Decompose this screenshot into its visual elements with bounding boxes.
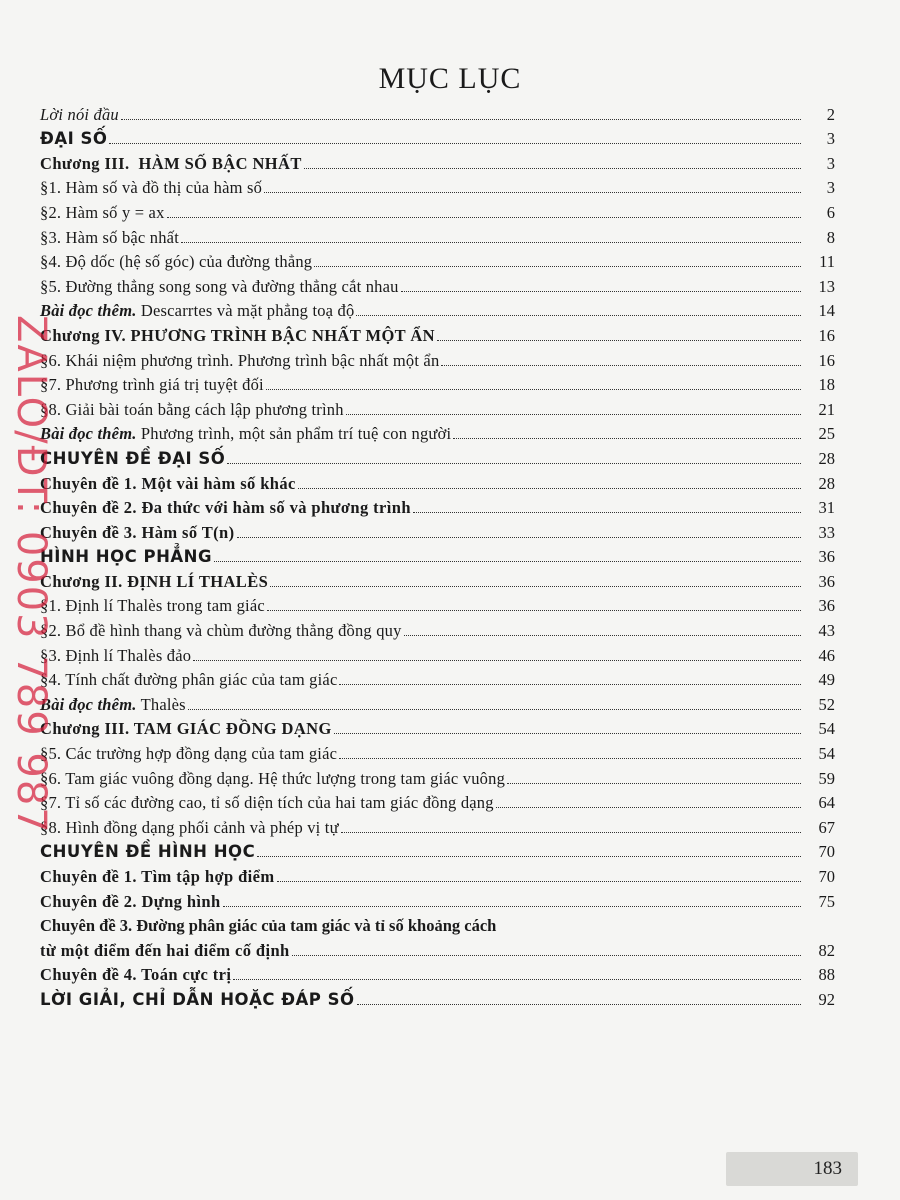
toc-entry-page: 14 [818, 301, 835, 321]
toc-entry-lesson [40, 666, 835, 691]
toc-entry-text: §8. Giải bài toán bằng cách lập phương trình [40, 399, 344, 419]
toc-entry-lesson [40, 739, 835, 764]
toc-entry-lesson [40, 346, 835, 371]
toc-entry-label [40, 719, 332, 739]
toc-entry-label [40, 449, 225, 469]
dot-leader [267, 609, 801, 611]
dot-leader [404, 634, 801, 636]
toc-entry-lesson [40, 198, 835, 223]
dot-leader [257, 855, 801, 857]
dot-leader [441, 364, 801, 366]
toc-entry-text: CHUYÊN ĐỀ HÌNH HỌC [40, 842, 256, 862]
toc-entry-label [40, 670, 337, 690]
toc-entry-chapter [40, 887, 835, 912]
toc-entry-section [40, 838, 835, 863]
toc-entry-label [40, 769, 505, 789]
toc-entry-label [40, 867, 275, 887]
toc-entry-chapter [40, 961, 835, 986]
toc-entry-lesson [40, 641, 835, 666]
dot-leader [298, 487, 801, 489]
toc-entry-text: §5. Các trường hợp đồng dạng của tam giác [40, 744, 338, 764]
toc-entry-page: 67 [818, 817, 835, 837]
toc-entry-page: 21 [818, 399, 835, 419]
toc-entry-lesson [40, 371, 835, 396]
dot-leader [339, 757, 801, 759]
toc-entry-page: 28 [818, 448, 835, 468]
toc-entry-page: 92 [818, 989, 835, 1009]
toc-entry-text: §2. Bổ đề hình thang và chùm đường thẳng đồng quy [40, 621, 402, 641]
toc-entry-label [40, 203, 165, 223]
dot-leader [223, 905, 801, 907]
toc-entry-text: §1. Định lí Thalès trong tam giác [40, 596, 265, 616]
toc-entry-text: §4. Tính chất đường phân giác của tam giác [40, 670, 338, 690]
toc-entry-label [40, 178, 262, 198]
toc-entry-page: 54 [818, 744, 835, 764]
toc-entry-label [40, 941, 290, 961]
toc-entry-text: Chuyên đề 1. Tìm tập hợp điểm [40, 867, 275, 886]
toc-entry-lesson [40, 272, 835, 297]
toc-entry-page: 52 [818, 694, 835, 714]
toc-entry-page: 36 [818, 596, 835, 616]
toc-entry-label [40, 547, 212, 567]
dot-leader [341, 831, 801, 833]
toc-entry-page: 54 [818, 719, 835, 739]
toc-entry-text: Chương III. HÀM SỐ BẬC NHẤT [40, 153, 302, 173]
dot-leader [453, 437, 801, 439]
toc-entry-label [40, 498, 411, 518]
toc-entry-page: 88 [818, 965, 835, 985]
toc-entry-page: 75 [818, 891, 835, 911]
dot-leader [277, 880, 801, 882]
toc-entry-page: 18 [818, 375, 835, 395]
toc-entry-chapter [40, 715, 835, 740]
toc-entry-label [40, 252, 312, 272]
toc-entry-label [40, 228, 179, 248]
dot-leader [233, 978, 801, 980]
toc-entry-section [40, 543, 835, 568]
dot-leader [346, 413, 801, 415]
toc-entry-section [40, 125, 835, 150]
toc-entry-page: 36 [818, 571, 835, 591]
toc-entry-lesson [40, 616, 835, 641]
toc-entry-label [40, 990, 355, 1010]
dot-leader [357, 1003, 801, 1005]
toc-entry-chapter [40, 518, 835, 543]
toc-entry-lesson [40, 420, 835, 445]
toc-entry-label [40, 129, 107, 149]
toc-entry-label [40, 154, 302, 174]
dot-leader [181, 241, 801, 243]
toc-entry-label [40, 621, 402, 641]
toc-entry-label [40, 572, 268, 592]
toc-entry-page: 13 [818, 276, 835, 296]
toc-entry-text: HÌNH HỌC PHẲNG [40, 547, 213, 567]
table-of-contents [40, 100, 835, 1010]
toc-entry-text: Descarrtes và mặt phẳng toạ độ [136, 301, 355, 321]
toc-entry-lesson [40, 223, 835, 248]
toc-entry-lesson [40, 690, 835, 715]
toc-entry-text: Chuyên đề 1. Một vài hàm số khác [40, 473, 296, 493]
toc-entry-section [40, 985, 835, 1010]
toc-entry-lesson [40, 100, 835, 125]
toc-entry-label [40, 892, 221, 912]
toc-entry-lesson [40, 174, 835, 199]
dot-leader [167, 216, 801, 218]
contact-watermark: ZALO/ĐT: 0903 789 987 [8, 315, 54, 835]
toc-entry-page: 64 [818, 793, 835, 813]
dot-leader [270, 585, 801, 587]
toc-entry-page: 31 [818, 498, 835, 518]
toc-entry-lesson [40, 297, 835, 322]
dot-leader [264, 191, 801, 193]
dot-leader [227, 462, 801, 464]
toc-entry-lesson [40, 789, 835, 814]
toc-entry-text: §3. Hàm số bậc nhất [40, 227, 179, 247]
dot-leader [334, 732, 801, 734]
toc-entry-text: Chương II. ĐỊNH LÍ THALÈS [40, 571, 269, 591]
toc-entry-label [40, 326, 435, 346]
toc-entry-lesson [40, 395, 835, 420]
toc-entry-text: CHUYÊN ĐỀ ĐẠI SỐ [40, 448, 226, 468]
toc-entry-label [40, 744, 337, 764]
toc-entry-page: 36 [818, 547, 835, 567]
toc-entry-chapter [40, 936, 835, 961]
toc-entry-page: 25 [818, 424, 835, 444]
toc-entry-page: 43 [818, 621, 835, 641]
toc-entry-chapter [40, 494, 835, 519]
toc-entry-text: ĐẠI SỐ [40, 129, 108, 149]
toc-entry-label [40, 646, 191, 666]
dot-leader [304, 167, 801, 169]
dot-leader [214, 560, 801, 562]
toc-entry-page: 28 [818, 473, 835, 493]
toc-entry-label [40, 301, 354, 321]
toc-entry-text: Chương IV. PHƯƠNG TRÌNH BẬC NHẤT MỘT ẨN [40, 325, 435, 345]
toc-entry-text: §6. Tam giác vuông đồng dạng. Hệ thức lượng trong tam giác vuông [40, 768, 506, 788]
dot-leader [109, 142, 801, 144]
toc-entry-label [40, 596, 265, 616]
page-title: MỤC LỤC [378, 62, 522, 95]
toc-entry-page: 3 [826, 153, 835, 173]
toc-entry-text: §4. Độ dốc (hệ số góc) của đường thẳng [40, 252, 313, 272]
toc-entry-text: Phương trình, một sản phẩm trí tuệ con người [136, 424, 452, 444]
toc-entry-lesson [40, 248, 835, 273]
toc-entry-lead: Bài đọc thêm. [40, 424, 137, 444]
toc-entry-text: §1. Hàm số và đồ thị của hàm số [40, 178, 263, 198]
toc-entry-page: 33 [818, 522, 835, 542]
toc-entry-page: 16 [818, 350, 835, 370]
toc-entry-label [40, 965, 231, 985]
toc-entry-text: Chương III. TAM GIÁC ĐỒNG DẠNG [40, 719, 332, 739]
dot-leader [188, 708, 801, 710]
toc-entry-lesson [40, 592, 835, 617]
dot-leader [193, 659, 801, 661]
dot-leader [121, 118, 801, 120]
toc-entry-text: LỜI GIẢI, CHỈ DẪN HOẶC ĐÁP SỐ [40, 989, 355, 1009]
toc-entry-heading [40, 912, 835, 937]
toc-entry-chapter [40, 862, 835, 887]
dot-leader [339, 683, 801, 685]
toc-entry-lesson [40, 813, 835, 838]
toc-entry-text: §8. Hình đồng dạng phối cảnh và phép vị tự [40, 817, 339, 837]
toc-entry-text: §7. Phương trình giá trị tuyệt đối [40, 375, 264, 395]
toc-entry-text: Chuyên đề 3. Hàm số T(n) [40, 522, 235, 542]
toc-entry-text: §5. Đường thẳng song song và đường thẳng cắt nhau [40, 276, 399, 296]
toc-entry-page: 3 [826, 178, 835, 198]
toc-entry-page: 82 [818, 940, 835, 960]
toc-entry-page: 3 [826, 129, 835, 149]
toc-entry-chapter [40, 321, 835, 346]
toc-entry-lead: Bài đọc thêm. [40, 301, 137, 321]
toc-entry-text: Chuyên đề 4. Toán cực trị [40, 965, 232, 985]
toc-entry-text: Thalès [136, 694, 186, 714]
toc-entry-text: §6. Khái niệm phương trình. Phương trình bậc nhất một ẩn [40, 350, 440, 370]
toc-entry-page: 6 [826, 202, 835, 222]
dot-leader [292, 954, 801, 956]
toc-entry-lesson [40, 764, 835, 789]
dot-leader [413, 511, 801, 513]
dot-leader [266, 388, 801, 390]
dot-leader [237, 536, 802, 538]
toc-entry-label [40, 351, 439, 371]
dot-leader [496, 806, 801, 808]
toc-entry-label [40, 474, 296, 494]
toc-entry-label [40, 375, 264, 395]
toc-entry-label [40, 818, 339, 838]
toc-entry-label [40, 424, 451, 444]
toc-entry-text: §3. Định lí Thalès đảo [40, 645, 192, 665]
toc-entry-label [40, 695, 186, 715]
toc-entry-page: 46 [818, 645, 835, 665]
toc-entry-chapter [40, 149, 835, 174]
toc-entry-page: 11 [819, 252, 835, 272]
dot-leader [507, 782, 801, 784]
toc-entry-lead: Bài đọc thêm. [40, 694, 137, 714]
toc-entry-page: 70 [818, 867, 835, 886]
toc-entry-label [40, 842, 255, 862]
toc-entry-page: 2 [826, 104, 835, 124]
toc-entry-page: 49 [818, 670, 835, 690]
toc-entry-label [40, 523, 235, 543]
toc-entry-section [40, 444, 835, 469]
dot-leader [314, 265, 801, 267]
toc-entry-page: 8 [826, 227, 835, 247]
toc-entry-label [40, 277, 399, 297]
toc-entry-text: §7. Tỉ số các đường cao, tỉ số diện tích của hai tam giác đồng dạng [40, 793, 494, 813]
toc-entry-label [40, 400, 344, 420]
toc-entry-page: 70 [818, 842, 835, 862]
toc-entry-text: §2. Hàm số y = ax [40, 202, 165, 222]
toc-entry-label [40, 105, 119, 125]
toc-entry-page: 59 [818, 768, 835, 788]
dot-leader [437, 339, 801, 341]
toc-entry-text: Chuyên đề 2. Dựng hình [40, 891, 221, 911]
toc-entry-label [40, 793, 494, 813]
toc-entry-page: 16 [818, 325, 835, 345]
toc-entry-italic-label: Lời nói đầu [40, 104, 119, 124]
toc-entry-chapter [40, 469, 835, 494]
page-number: 183 [813, 1158, 842, 1179]
toc-entry-text: từ một điểm đến hai điểm cố định [40, 940, 290, 960]
toc-entry-chapter [40, 567, 835, 592]
toc-entry-label: Chuyên đề 3. Đường phân giác của tam giác và tỉ số khoảng cách [40, 916, 497, 936]
dot-leader [401, 290, 801, 292]
dot-leader [356, 314, 801, 316]
toc-entry-text: Chuyên đề 2. Đa thức với hàm số và phương trình [40, 498, 411, 518]
